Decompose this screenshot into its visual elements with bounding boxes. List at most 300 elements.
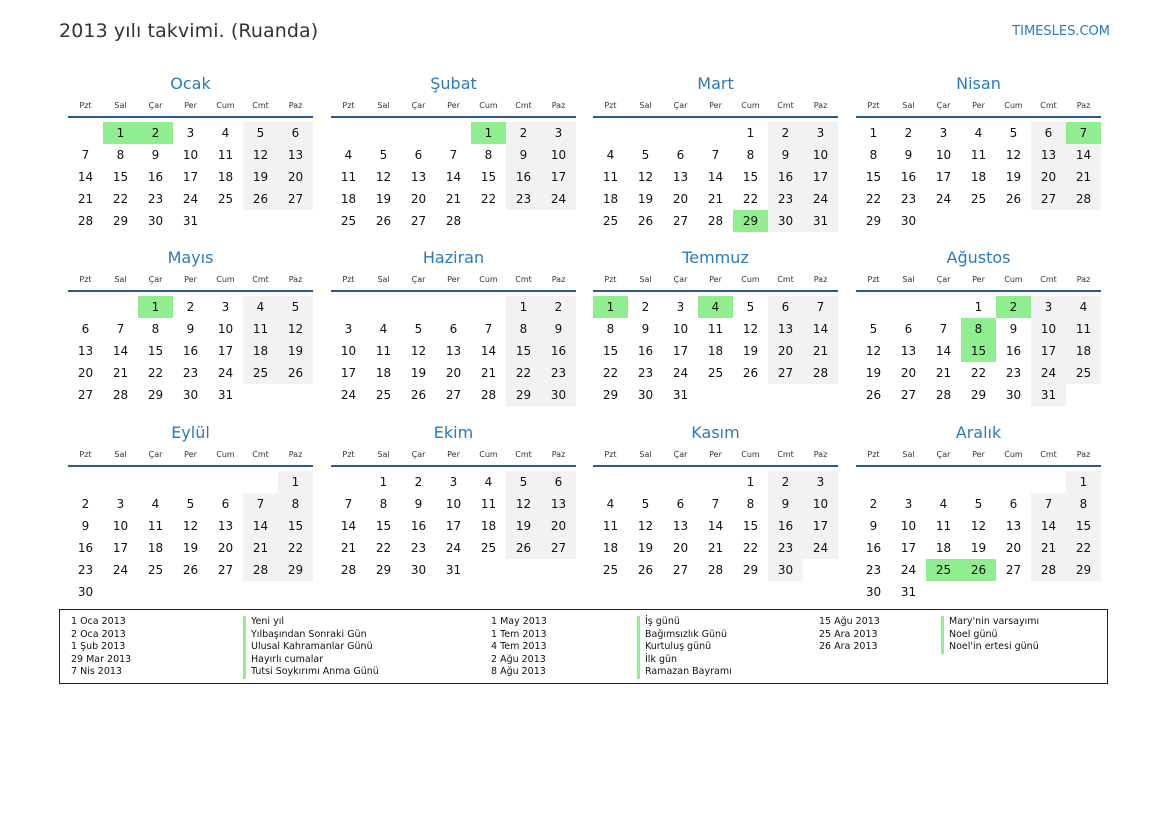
empty-day-cell <box>996 581 1031 603</box>
day-cell: 15 <box>375 519 392 533</box>
day-cell: 21 <box>340 541 357 555</box>
week-row <box>331 210 576 232</box>
day-cell: 22 <box>742 192 759 206</box>
day-cell: 26 <box>278 362 313 384</box>
day-cell: 11 <box>480 497 497 511</box>
day-cell: 25 <box>707 366 724 380</box>
empty-day-cell <box>1066 581 1101 603</box>
empty-day-cell <box>926 581 961 603</box>
day-cell: 11 <box>602 170 619 184</box>
week-row <box>856 581 1101 603</box>
weekday-label: Cum <box>741 101 760 110</box>
day-cell: 11 <box>1066 318 1101 340</box>
day-cell: 15 <box>147 344 164 358</box>
day-cell: 14 <box>77 170 94 184</box>
day-cell: 11 <box>243 318 278 340</box>
week-row <box>331 122 576 144</box>
day-cell: 10 <box>672 322 689 336</box>
day-cell: 15 <box>865 170 882 184</box>
week-row <box>68 493 313 515</box>
day-cell: 14 <box>480 344 497 358</box>
day-cell: 19 <box>865 366 882 380</box>
day-cell: 1 <box>746 475 755 489</box>
month-name: Ağustos <box>946 248 1011 267</box>
day-cell: 2 <box>186 300 195 314</box>
weekday-label: Cmt <box>515 101 532 110</box>
day-cell: 17 <box>1031 340 1066 362</box>
day-cell: 13 <box>672 519 689 533</box>
day-cell: 20 <box>1031 166 1066 188</box>
week-row <box>68 515 313 537</box>
day-cell: 29 <box>278 559 313 581</box>
day-cell: 14 <box>803 318 838 340</box>
day-cell: 18 <box>340 192 357 206</box>
day-cell: 18 <box>1066 340 1101 362</box>
day-cell: 4 <box>379 322 388 336</box>
weekday-label: Pzt <box>604 275 617 284</box>
week-row <box>68 537 313 559</box>
weekday-label: Cmt <box>252 101 269 110</box>
weekday-label: Per <box>972 450 985 459</box>
legend-name-column <box>941 616 1039 654</box>
day-cell: 21 <box>445 192 462 206</box>
day-cell: 13 <box>445 344 462 358</box>
empty-day-cell <box>331 471 366 493</box>
empty-day-cell <box>926 296 961 318</box>
empty-day-cell <box>331 122 366 144</box>
day-cell: 26 <box>243 188 278 210</box>
day-cell: 19 <box>375 192 392 206</box>
day-cell: 29 <box>147 388 164 402</box>
day-cell: 15 <box>112 170 129 184</box>
day-cell: 9 <box>506 144 541 166</box>
weekday-label: Paz <box>1076 450 1091 459</box>
site-link[interactable]: TIMESLES.COM <box>1012 24 1110 39</box>
day-cell: 20 <box>672 192 689 206</box>
day-cell: 20 <box>77 366 94 380</box>
day-cell: 17 <box>112 541 129 555</box>
day-cell: 16 <box>768 166 803 188</box>
day-cell: 29 <box>1066 559 1101 581</box>
empty-day-cell <box>173 581 208 603</box>
day-cell: 11 <box>935 519 952 533</box>
weekday-label: Sal <box>902 275 915 284</box>
empty-day-cell <box>698 471 733 493</box>
week-row <box>68 144 313 166</box>
day-cell: 6 <box>81 322 90 336</box>
weekday-label: Sal <box>377 101 390 110</box>
weekday-label: Pzt <box>79 275 92 284</box>
month-block <box>68 246 313 406</box>
empty-day-cell <box>891 296 926 318</box>
empty-day-cell <box>366 122 401 144</box>
month-name: Nisan <box>956 74 1001 93</box>
day-cell: 28 <box>112 388 129 402</box>
day-cell: 12 <box>970 519 987 533</box>
weekday-label: Paz <box>288 450 303 459</box>
weekday-header <box>593 96 838 118</box>
legend-date-column <box>819 616 880 654</box>
day-cell: 3 <box>904 497 913 511</box>
empty-day-cell <box>628 122 663 144</box>
day-cell: 13 <box>278 144 313 166</box>
week-row <box>856 559 1101 581</box>
day-cell: 8 <box>746 148 755 162</box>
day-cell: 7 <box>803 296 838 318</box>
day-cell: 28 <box>243 559 278 581</box>
empty-day-cell <box>331 296 366 318</box>
day-cell: 18 <box>243 340 278 362</box>
week-row <box>593 188 838 210</box>
weekday-label: Çar <box>673 101 688 110</box>
day-cell: 22 <box>602 366 619 380</box>
day-cell: 30 <box>541 384 576 406</box>
week-row <box>856 471 1101 493</box>
empty-day-cell <box>103 296 138 318</box>
day-cell: 10 <box>112 519 129 533</box>
weekday-label: Cmt <box>777 101 794 110</box>
empty-day-cell <box>1066 384 1101 406</box>
day-cell: 15 <box>278 515 313 537</box>
day-cell: 7 <box>81 148 90 162</box>
weekday-label: Çar <box>411 275 426 284</box>
empty-day-cell <box>138 471 173 493</box>
day-cell: 5 <box>414 322 423 336</box>
weekday-label: Sal <box>639 450 652 459</box>
week-row <box>856 318 1101 340</box>
day-cell: 9 <box>414 497 423 511</box>
weekday-label: Cmt <box>777 450 794 459</box>
day-cell: 19 <box>506 515 541 537</box>
weekday-label: Cmt <box>252 275 269 284</box>
legend-holiday-name: Bağımsızlık Günü <box>637 629 732 642</box>
day-cell: 25 <box>602 214 619 228</box>
day-cell: 11 <box>340 170 357 184</box>
day-cell: 12 <box>410 344 427 358</box>
week-row <box>856 210 1101 232</box>
week-row <box>68 318 313 340</box>
day-cell: 11 <box>602 519 619 533</box>
day-cell: 6 <box>449 322 458 336</box>
day-cell: 1 <box>103 122 138 144</box>
weekday-label: Cmt <box>515 450 532 459</box>
day-cell: 12 <box>865 344 882 358</box>
day-cell: 23 <box>506 188 541 210</box>
week-row <box>856 340 1101 362</box>
day-cell: 12 <box>637 519 654 533</box>
day-cell: 27 <box>278 188 313 210</box>
weekday-label: Cum <box>216 275 235 284</box>
day-cell: 20 <box>445 366 462 380</box>
day-cell: 16 <box>768 515 803 537</box>
weekday-label: Cmt <box>1040 450 1057 459</box>
weekday-label: Cum <box>479 450 498 459</box>
day-cell: 23 <box>865 563 882 577</box>
day-cell: 6 <box>676 497 685 511</box>
day-cell: 4 <box>939 497 948 511</box>
day-cell: 15 <box>506 340 541 362</box>
empty-day-cell <box>541 559 576 581</box>
day-cell: 30 <box>637 388 654 402</box>
day-cell: 26 <box>961 559 996 581</box>
day-cell: 20 <box>278 166 313 188</box>
day-cell: 6 <box>676 148 685 162</box>
day-cell: 4 <box>1066 296 1101 318</box>
day-cell: 7 <box>243 493 278 515</box>
weekday-label: Çar <box>936 275 951 284</box>
day-cell: 26 <box>1005 192 1022 206</box>
day-cell: 8 <box>869 148 878 162</box>
empty-day-cell <box>1066 210 1101 232</box>
day-cell: 16 <box>410 519 427 533</box>
day-cell: 15 <box>742 519 759 533</box>
month-block <box>331 246 576 406</box>
week-row <box>593 537 838 559</box>
empty-day-cell <box>173 471 208 493</box>
day-cell: 11 <box>217 148 234 162</box>
day-cell: 5 <box>641 148 650 162</box>
day-cell: 27 <box>1031 188 1066 210</box>
empty-day-cell <box>471 210 506 232</box>
day-cell: 14 <box>707 519 724 533</box>
day-cell: 13 <box>77 344 94 358</box>
day-cell: 13 <box>768 318 803 340</box>
empty-day-cell <box>961 581 996 603</box>
day-cell: 5 <box>746 300 755 314</box>
day-cell: 30 <box>768 559 803 581</box>
day-cell: 23 <box>768 537 803 559</box>
day-cell: 13 <box>1031 144 1066 166</box>
empty-day-cell <box>1031 210 1066 232</box>
day-cell: 19 <box>182 541 199 555</box>
weekday-label: Çar <box>411 450 426 459</box>
day-cell: 22 <box>970 366 987 380</box>
day-cell: 1 <box>138 296 173 318</box>
month-block <box>593 72 838 232</box>
day-cell: 29 <box>742 563 759 577</box>
day-cell: 4 <box>151 497 160 511</box>
day-cell: 21 <box>935 366 952 380</box>
weekday-label: Paz <box>813 101 828 110</box>
day-cell: 20 <box>410 192 427 206</box>
week-row <box>593 362 838 384</box>
weekday-label: Cmt <box>1040 275 1057 284</box>
day-cell: 9 <box>541 318 576 340</box>
empty-day-cell <box>733 384 768 406</box>
week-row <box>68 384 313 406</box>
day-cell: 8 <box>484 148 493 162</box>
weekday-label: Sal <box>114 450 127 459</box>
empty-day-cell <box>593 471 628 493</box>
week-row <box>593 122 838 144</box>
weekday-header <box>68 270 313 292</box>
weekday-header <box>68 96 313 118</box>
empty-day-cell <box>926 210 961 232</box>
month-name: Mart <box>697 74 734 93</box>
week-row <box>68 581 313 603</box>
day-cell: 1 <box>869 126 878 140</box>
day-cell: 17 <box>672 344 689 358</box>
day-cell: 4 <box>606 148 615 162</box>
day-cell: 15 <box>480 170 497 184</box>
weekday-label: Per <box>447 450 460 459</box>
day-cell: 25 <box>602 563 619 577</box>
day-cell: 30 <box>768 210 803 232</box>
weekday-label: Pzt <box>342 275 355 284</box>
empty-day-cell <box>1031 471 1066 493</box>
week-row <box>331 537 576 559</box>
empty-day-cell <box>541 210 576 232</box>
day-cell: 23 <box>182 366 199 380</box>
day-cell: 19 <box>243 166 278 188</box>
day-cell: 24 <box>803 188 838 210</box>
weekday-label: Per <box>184 450 197 459</box>
day-cell: 24 <box>803 537 838 559</box>
weekday-label: Cum <box>1004 275 1023 284</box>
day-cell: 29 <box>506 384 541 406</box>
day-cell: 19 <box>637 192 654 206</box>
day-cell: 25 <box>340 214 357 228</box>
day-cell: 18 <box>375 366 392 380</box>
weekday-label: Sal <box>114 275 127 284</box>
day-cell: 22 <box>1066 537 1101 559</box>
day-cell: 2 <box>768 471 803 493</box>
weekday-label: Per <box>972 275 985 284</box>
day-cell: 20 <box>217 541 234 555</box>
day-cell: 29 <box>112 214 129 228</box>
day-cell: 1 <box>974 300 983 314</box>
legend-date: 2 Oca 2013 <box>71 628 126 640</box>
day-cell: 24 <box>112 563 129 577</box>
day-cell: 19 <box>410 366 427 380</box>
day-cell: 15 <box>602 344 619 358</box>
empty-day-cell <box>856 296 891 318</box>
day-cell: 26 <box>637 563 654 577</box>
month-block <box>856 246 1101 406</box>
day-cell: 31 <box>803 210 838 232</box>
empty-day-cell <box>996 210 1031 232</box>
month-name: Aralık <box>955 423 1002 442</box>
day-cell: 18 <box>147 541 164 555</box>
day-cell: 2 <box>506 122 541 144</box>
day-cell: 18 <box>602 541 619 555</box>
empty-day-cell <box>506 559 541 581</box>
legend-holiday-name: Ramazan Bayramı <box>637 666 732 679</box>
day-cell: 30 <box>182 388 199 402</box>
weekday-header <box>593 445 838 467</box>
weekday-label: Çar <box>148 101 163 110</box>
day-cell: 9 <box>81 519 90 533</box>
week-row <box>331 144 576 166</box>
empty-day-cell <box>208 581 243 603</box>
weekday-label: Per <box>184 275 197 284</box>
weekday-label: Sal <box>902 101 915 110</box>
day-cell: 24 <box>1031 362 1066 384</box>
day-cell: 26 <box>506 537 541 559</box>
day-cell: 14 <box>445 170 462 184</box>
day-cell: 16 <box>182 344 199 358</box>
day-cell: 14 <box>1066 144 1101 166</box>
legend-date: 1 Tem 2013 <box>491 628 547 640</box>
day-cell: 12 <box>742 322 759 336</box>
week-row <box>68 471 313 493</box>
day-cell: 16 <box>147 170 164 184</box>
day-cell: 5 <box>1009 126 1018 140</box>
empty-day-cell <box>208 471 243 493</box>
day-cell: 1 <box>471 122 506 144</box>
empty-day-cell <box>891 471 926 493</box>
day-cell: 14 <box>707 170 724 184</box>
legend-date: 2 Ağu 2013 <box>491 653 546 665</box>
day-cell: 22 <box>480 192 497 206</box>
weekday-label: Paz <box>288 275 303 284</box>
day-cell: 24 <box>900 563 917 577</box>
empty-day-cell <box>401 296 436 318</box>
weekday-label: Per <box>709 275 722 284</box>
empty-day-cell <box>243 471 278 493</box>
day-cell: 5 <box>506 471 541 493</box>
day-cell: 11 <box>147 519 164 533</box>
week-row <box>856 493 1101 515</box>
empty-day-cell <box>401 122 436 144</box>
week-row <box>331 493 576 515</box>
day-cell: 17 <box>340 366 357 380</box>
day-cell: 6 <box>1031 122 1066 144</box>
empty-day-cell <box>243 384 278 406</box>
day-cell: 2 <box>641 300 650 314</box>
day-cell: 7 <box>1031 493 1066 515</box>
day-cell: 4 <box>344 148 353 162</box>
day-cell: 21 <box>707 192 724 206</box>
day-cell: 3 <box>541 122 576 144</box>
day-cell: 28 <box>1031 559 1066 581</box>
day-cell: 23 <box>147 192 164 206</box>
day-cell: 10 <box>803 493 838 515</box>
day-cell: 24 <box>672 366 689 380</box>
week-row <box>331 471 576 493</box>
legend-date-column <box>71 616 131 679</box>
day-cell: 29 <box>970 388 987 402</box>
day-cell: 2 <box>904 126 913 140</box>
weekday-header <box>68 445 313 467</box>
day-cell: 6 <box>278 122 313 144</box>
day-cell: 23 <box>637 366 654 380</box>
day-cell: 2 <box>869 497 878 511</box>
weekday-label: Cum <box>216 101 235 110</box>
day-cell: 29 <box>602 388 619 402</box>
day-cell: 17 <box>541 166 576 188</box>
week-row <box>68 166 313 188</box>
day-cell: 8 <box>278 493 313 515</box>
day-cell: 17 <box>900 541 917 555</box>
day-cell: 12 <box>182 519 199 533</box>
day-cell: 6 <box>221 497 230 511</box>
day-cell: 17 <box>935 170 952 184</box>
day-cell: 15 <box>961 340 996 362</box>
day-cell: 18 <box>935 541 952 555</box>
day-cell: 9 <box>768 493 803 515</box>
day-cell: 28 <box>935 388 952 402</box>
legend-holiday-name: Hayırlı cumalar <box>243 654 379 667</box>
day-cell: 25 <box>147 563 164 577</box>
weekday-label: Pzt <box>342 101 355 110</box>
day-cell: 3 <box>1031 296 1066 318</box>
week-row <box>856 188 1101 210</box>
weekday-label: Cum <box>1004 450 1023 459</box>
legend-date: 4 Tem 2013 <box>491 641 547 653</box>
day-cell: 13 <box>1005 519 1022 533</box>
day-cell: 3 <box>344 322 353 336</box>
